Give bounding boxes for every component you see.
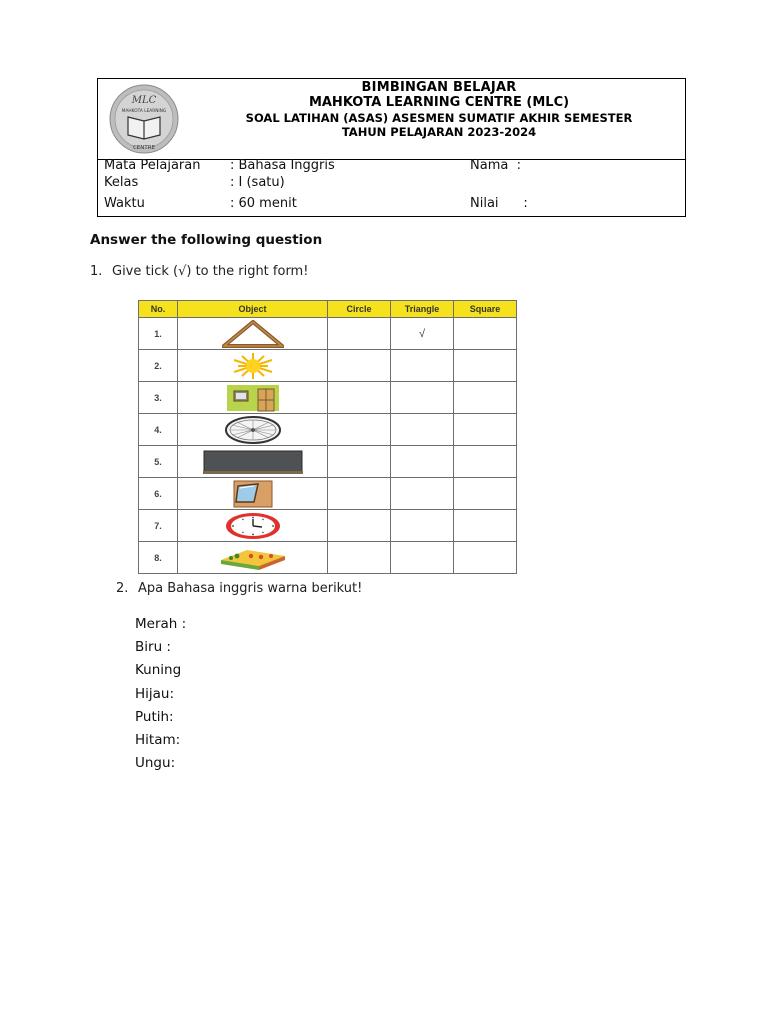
- header-object: Object: [178, 301, 328, 318]
- header-no: No.: [139, 301, 178, 318]
- square-cell[interactable]: [454, 414, 517, 446]
- logo-text-bottom: CENTRE: [132, 145, 156, 151]
- table-row: [139, 382, 517, 414]
- square-cell[interactable]: [454, 542, 517, 574]
- class-value: : I (satu): [230, 175, 285, 190]
- row-number: 6.: [139, 478, 178, 510]
- clock-icon: [224, 512, 282, 540]
- color-item-biru: Biru :: [135, 639, 171, 656]
- color-item-hijau: Hijau:: [135, 685, 175, 702]
- object-cell: [178, 542, 328, 574]
- row-number: 3.: [139, 382, 178, 414]
- object-cell: [178, 414, 328, 446]
- color-item-hitam: Hitam:: [135, 732, 181, 749]
- header-circle: Circle: [328, 301, 391, 318]
- question-2: [116, 581, 362, 596]
- triangle-cell[interactable]: [391, 542, 454, 574]
- colors-list: [135, 613, 186, 775]
- table-row: [139, 350, 517, 382]
- table-row: [139, 478, 517, 510]
- window-icon: [232, 480, 274, 508]
- circle-cell[interactable]: [328, 510, 391, 542]
- row-number: 5.: [139, 446, 178, 478]
- triangle-ruler-icon: [222, 320, 284, 348]
- triangle-cell[interactable]: [391, 350, 454, 382]
- logo-text-middle: MAHKOTA LEARNING: [121, 109, 167, 114]
- blackboard-icon: [203, 449, 303, 475]
- object-cell: [178, 446, 328, 478]
- table-row: [139, 510, 517, 542]
- circle-cell[interactable]: [328, 350, 391, 382]
- circle-cell[interactable]: [328, 542, 391, 574]
- wheel-icon: [224, 416, 282, 444]
- circle-cell[interactable]: [328, 478, 391, 510]
- color-item-merah: Merah :: [135, 616, 187, 632]
- section-title: Answer the following question: [90, 232, 323, 248]
- question-1-number: 1.: [90, 264, 103, 279]
- triangle-cell[interactable]: [391, 478, 454, 510]
- row-number: 8.: [139, 542, 178, 574]
- triangle-cell[interactable]: [391, 414, 454, 446]
- house-window-icon: [226, 384, 280, 412]
- circle-cell[interactable]: [328, 414, 391, 446]
- triangle-cell[interactable]: [391, 446, 454, 478]
- score-label: Nilai :: [470, 196, 528, 211]
- triangle-cell[interactable]: [391, 318, 454, 350]
- square-cell[interactable]: [454, 478, 517, 510]
- circle-cell[interactable]: [328, 382, 391, 414]
- time-value: : 60 menit: [230, 196, 297, 211]
- title-line-2: MAHKOTA LEARNING CENTRE (MLC): [308, 95, 570, 110]
- object-cell: [178, 478, 328, 510]
- triangle-cell[interactable]: [391, 382, 454, 414]
- title-line-3: SOAL LATIHAN (ASAS) ASESMEN SUMATIF AKHIR SEMESTER: [245, 111, 633, 125]
- header-top: [98, 79, 685, 160]
- circle-cell[interactable]: [328, 446, 391, 478]
- tick-mark: √: [418, 327, 426, 340]
- question-1: [90, 264, 308, 279]
- table-row: [139, 542, 517, 574]
- color-item-kuning: Kuning: [135, 662, 182, 679]
- row-number: 2.: [139, 350, 178, 382]
- triangle-cell[interactable]: [391, 510, 454, 542]
- header-box: [97, 78, 686, 217]
- object-cell: [178, 510, 328, 542]
- square-cell[interactable]: [454, 510, 517, 542]
- header-square: Square: [454, 301, 517, 318]
- header-titles: [193, 81, 685, 139]
- cake-slice-icon: [217, 544, 289, 572]
- row-number: 1.: [139, 318, 178, 350]
- class-label: Kelas: [104, 175, 139, 190]
- name-label: Nama :: [470, 158, 521, 173]
- sun-icon: [230, 352, 276, 380]
- question-1-text: Give tick (√) to the right form!: [112, 264, 309, 279]
- object-cell: [178, 318, 328, 350]
- square-cell[interactable]: [454, 382, 517, 414]
- table-row: [139, 318, 517, 350]
- row-number: 7.: [139, 510, 178, 542]
- title-line-1: BIMBINGAN BELAJAR: [361, 80, 517, 95]
- square-cell[interactable]: [454, 350, 517, 382]
- subject-value: : Bahasa Inggris: [230, 158, 335, 173]
- table-row: [139, 446, 517, 478]
- question-2-text: Apa Bahasa inggris warna berikut!: [138, 581, 363, 596]
- title-line-4: TAHUN PELAJARAN 2023-2024: [341, 125, 537, 139]
- subject-label: Mata Pelajaran: [104, 158, 201, 173]
- color-item-ungu: Ungu:: [135, 755, 176, 772]
- circle-cell[interactable]: [328, 318, 391, 350]
- header-triangle: Triangle: [391, 301, 454, 318]
- square-cell[interactable]: [454, 446, 517, 478]
- shape-table: [138, 300, 517, 574]
- row-number: 4.: [139, 414, 178, 446]
- object-cell: [178, 382, 328, 414]
- mlc-logo: [108, 83, 180, 155]
- square-cell[interactable]: [454, 318, 517, 350]
- time-label: Waktu: [104, 196, 145, 211]
- logo-text-top: MLC: [131, 95, 157, 106]
- table-row: [139, 414, 517, 446]
- color-item-putih: Putih:: [135, 708, 174, 725]
- table-header-row: [139, 301, 517, 318]
- question-2-number: 2.: [116, 581, 129, 596]
- object-cell: [178, 350, 328, 382]
